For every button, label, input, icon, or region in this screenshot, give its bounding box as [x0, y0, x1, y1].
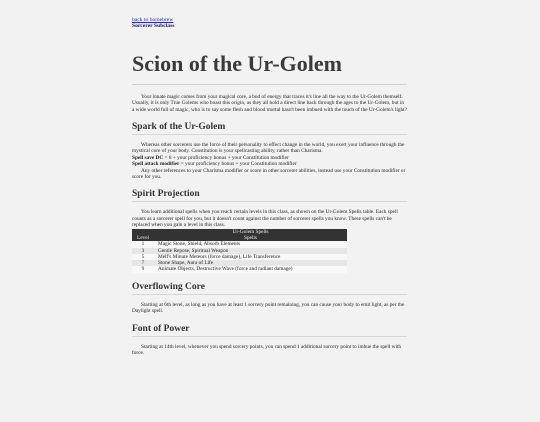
table-cell-level: 1: [132, 241, 154, 247]
spark-paragraph-2: Any other references to your Charisma modifier or score in other sorcerer abilities, instead use your Constitution modifier or score for you.: [132, 167, 406, 181]
table-cell-spells: Melf's Minute Meteors (force damage), Life Transference: [154, 254, 347, 260]
table-row: [132, 266, 347, 272]
overflowing-paragraph: Starting at 6th level, as long as you have at least 1 sorcery point remaining, you can cause your body to emit light, as per the Daylight spell.: [132, 301, 405, 315]
table-cell-level: 7: [132, 260, 154, 266]
page-content: [132, 17, 407, 356]
table-cell-level: 9: [132, 266, 154, 272]
table-cell-spells: Animate Objects, Destructive Wave (force and radiant damage): [154, 266, 347, 272]
section-projection: [132, 189, 407, 272]
section-font: [132, 324, 407, 357]
table-caption: Ur-Golem Spells: [154, 229, 347, 235]
spark-paragraph: Whereas other sorcerers use the force of their personality to effect change in the world, you exert your influence through the mystical core of your body. Constitution is your spellcasting ability, rather than Charisma.: [132, 142, 405, 155]
projection-paragraph: You learn additional spells when you reach certain levels in this class, as shown on the Ur-Golem Spells table. Each spell counts as a sorcerer spell for you, but it doesn't count against the number of sorcerer spells you know. These spells can't be replaced when you gain a level in this class.: [132, 209, 398, 229]
section-heading-overflowing: Overflowing Core: [132, 282, 407, 295]
spell-attack-label: Spell attack modifier: [132, 161, 180, 168]
spell-save-dc-label: Spell save DC: [132, 154, 164, 161]
font-paragraph: Starting at 14th level, whenever you spend sorcery points, you can spend 1 additional sorcery point to imbue the spell with force.: [132, 343, 402, 356]
page-title: Scion of the Ur-Golem: [132, 50, 342, 76]
intro-paragraph: Your innate magic comes from your magical core, a bud of energy that traces it's line all the way to the Ur-Golem themself. Usually, it is only True Golems who boast this origin, as they all hold a direct line back through the ages to the Ur-Golem, but in a wide world full of magic, who is to say some flesh and blood mortal hasn't been imbued with the touch of the Ur-Golem's light?: [132, 93, 407, 113]
section-heading-font: Font of Power: [132, 324, 407, 337]
section-spark: [132, 122, 407, 180]
back-to-homebrew-link[interactable]: back to homebrew: [132, 17, 174, 23]
table-cell-spells: Gentle Repose, Spiritual Weapon: [154, 248, 347, 254]
table-header-spells: Spells: [154, 235, 347, 241]
spell-attack-text: = your proficiency bonus + your Constitution modifier: [179, 161, 297, 168]
table-header-level: Level: [132, 235, 154, 241]
ur-golem-spells-table: [132, 229, 347, 273]
section-heading-projection: Spirit Projection: [132, 189, 407, 202]
section-overflowing: [132, 282, 407, 315]
section-heading-spark: Spark of the Ur-Golem: [132, 122, 407, 135]
title-divider: [132, 84, 407, 85]
table-cell-spells: Stone Shape, Aura of Life: [154, 260, 347, 266]
table-cell-spells: Magic Stone, Shield, Absorb Elements: [154, 241, 347, 247]
spell-save-dc-text: = 8 + your proficiency bonus + your Constitution modifier: [163, 154, 289, 161]
table-cell-level: 3: [132, 248, 154, 254]
table-cell-level: 5: [132, 254, 154, 260]
category-label: Sorcerer Subclass: [132, 23, 175, 30]
